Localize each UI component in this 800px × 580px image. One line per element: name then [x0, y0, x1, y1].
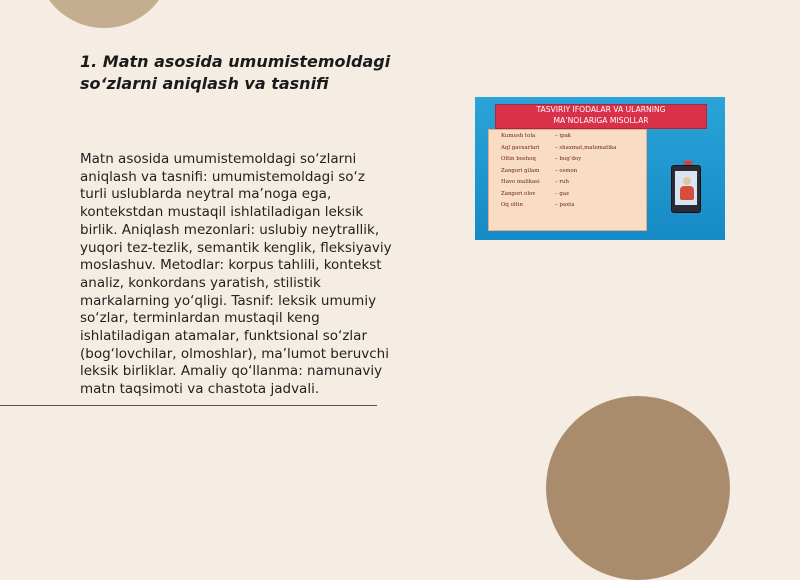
decorative-circle-bottom — [546, 396, 730, 580]
body-line: aniqlash va tasnifi: umumistemoldagi so‘z — [80, 168, 365, 185]
image-table-row — [489, 142, 646, 154]
divider-line — [0, 405, 377, 406]
body-line: markalarning yo‘qligi. Tasnif: leksik umumiy — [80, 292, 377, 309]
image-meaning: – ipak — [555, 133, 572, 139]
image-banner-line: MA’NOLARIGA MISOLLAR — [553, 115, 649, 125]
phone-screen — [675, 171, 697, 205]
smartphone-illustration — [671, 165, 701, 213]
image-term: Oq oltin — [501, 202, 523, 208]
image-meaning: – gaz — [555, 190, 569, 197]
body-line: analiz, konkordans yaratish, stilistik — [80, 274, 321, 291]
body-line: kontekstdan mustaqil ishlatiladigan leksik — [80, 204, 364, 221]
image-term: Aql gavxarlari — [501, 144, 540, 151]
body-line: ishlatiladigan atamalar, funktsional so‘zlar — [80, 328, 367, 345]
image-term: Oltin boshoq — [501, 156, 536, 162]
slide-title — [80, 51, 420, 95]
image-banner — [495, 104, 707, 129]
decorative-circle-top — [36, 0, 172, 28]
image-table-row — [489, 130, 646, 142]
image-meaning: – paxta — [555, 202, 575, 208]
figure-head — [683, 177, 691, 185]
image-meaning: – ruh — [555, 179, 569, 185]
image-term: Zangori gilam — [501, 167, 540, 174]
image-table-row — [489, 153, 646, 165]
body-line: so‘zlar, terminlardan mustaqil keng — [80, 310, 320, 327]
image-table-row — [489, 199, 646, 211]
body-line: leksik birliklar. Amaliy qo‘llanma: namunaviy — [80, 363, 383, 380]
body-line: yuqori tez-tezlik, semantik kenglik, fleksiyaviy — [80, 239, 392, 256]
image-term: Zangori olov — [501, 190, 536, 197]
image-table-row — [489, 188, 646, 200]
image-meaning: – bug‘doy — [555, 156, 582, 162]
body-line: moslashuv. Metodlar: korpus tahlili, kontekst — [80, 257, 382, 274]
slide-title-line: 1. Matn asosida umumistemoldagi — [80, 52, 391, 71]
embedded-slide-image — [475, 97, 725, 240]
image-expression-table — [488, 129, 647, 231]
slide-title-line: so‘zlarni aniqlash va tasnifi — [80, 74, 329, 93]
image-meaning: – osmon — [555, 167, 578, 174]
image-table-row — [489, 165, 646, 177]
image-table-row — [489, 176, 646, 188]
figure-body — [680, 186, 694, 200]
image-term: Kumush tola — [501, 133, 536, 139]
body-line: turli uslublarda neytral ma’noga ega, — [80, 186, 332, 203]
slide-body-text — [80, 151, 430, 399]
image-meaning: – shaxmat,matematika — [555, 144, 617, 151]
image-term: Havo malikasi — [501, 179, 540, 185]
body-line: birlik. Aniqlash mezonlari: uslubiy neytrallik, — [80, 221, 380, 238]
image-banner-line: TASVIRIY IFODALAR VA ULARNING — [536, 105, 666, 114]
body-line: Matn asosida umumistemoldagi so‘zlarni — [80, 151, 357, 167]
body-line: matn taqsimoti va chastota jadvali. — [80, 381, 320, 398]
body-line: (bog‘lovchilar, olmoshlar), ma’lumot beruvchi — [80, 345, 389, 362]
